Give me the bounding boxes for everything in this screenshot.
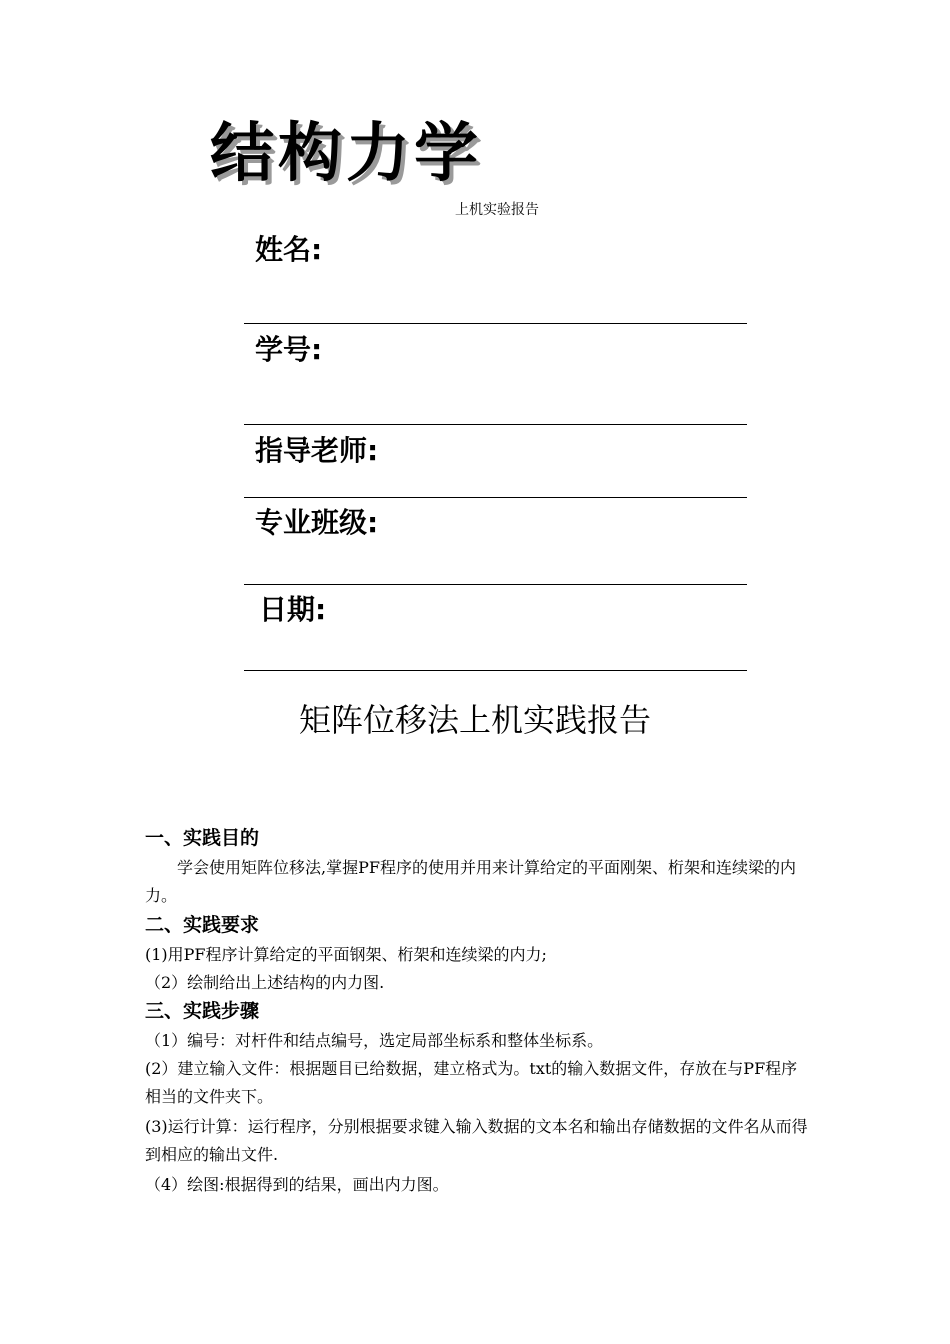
section-paragraph: (2）建立输入文件：根据题目已给数据，建立格式为。txt的输入数据文件，存放在与PF程序相当的文件夹下。 <box>145 1059 798 1106</box>
section-heading-purpose: 一、实践目的 <box>145 827 260 849</box>
field-line-date <box>244 670 747 671</box>
section-paragraph: (3)运行计算：运行程序，分别根据要求键入输入数据的文本名和输出存储数据的文件名从而得到相应的输出文件. <box>145 1117 808 1164</box>
section-paragraph: 学会使用矩阵位移法,掌握PF程序的使用并用来计算给定的平面刚架、桁架和连续梁的内力。 <box>145 858 796 905</box>
field-label-name: 姓名: <box>255 233 323 266</box>
section-paragraph: (1)用PF程序计算给定的平面钢架、桁架和连续梁的内力; <box>145 945 547 964</box>
field-label-advisor: 指导老师: <box>255 434 379 467</box>
section-paragraph: （4）绘图:根据得到的结果，画出内力图。 <box>145 1175 449 1194</box>
section-heading-steps: 三、实践步骤 <box>145 1000 260 1022</box>
field-label-date: 日期: <box>259 593 327 626</box>
field-line-advisor <box>244 497 747 498</box>
section-heading-requirements: 二、实践要求 <box>145 914 260 936</box>
field-line-student-id <box>244 424 747 425</box>
field-label-student-id: 学号: <box>255 333 323 366</box>
section-paragraph: （2）绘制给出上述结构的内力图. <box>145 973 385 992</box>
field-line-class <box>244 584 747 585</box>
section-paragraph: （1）编号：对杆件和结点编号，选定局部坐标系和整体坐标系。 <box>145 1031 604 1050</box>
field-label-class: 专业班级: <box>255 506 379 539</box>
field-line-name <box>244 323 747 324</box>
report-title: 矩阵位移法上机实践报告 <box>298 701 651 739</box>
cover-subtitle: 上机实验报告 <box>455 202 539 218</box>
cover-title: 结构力学 <box>210 117 482 191</box>
